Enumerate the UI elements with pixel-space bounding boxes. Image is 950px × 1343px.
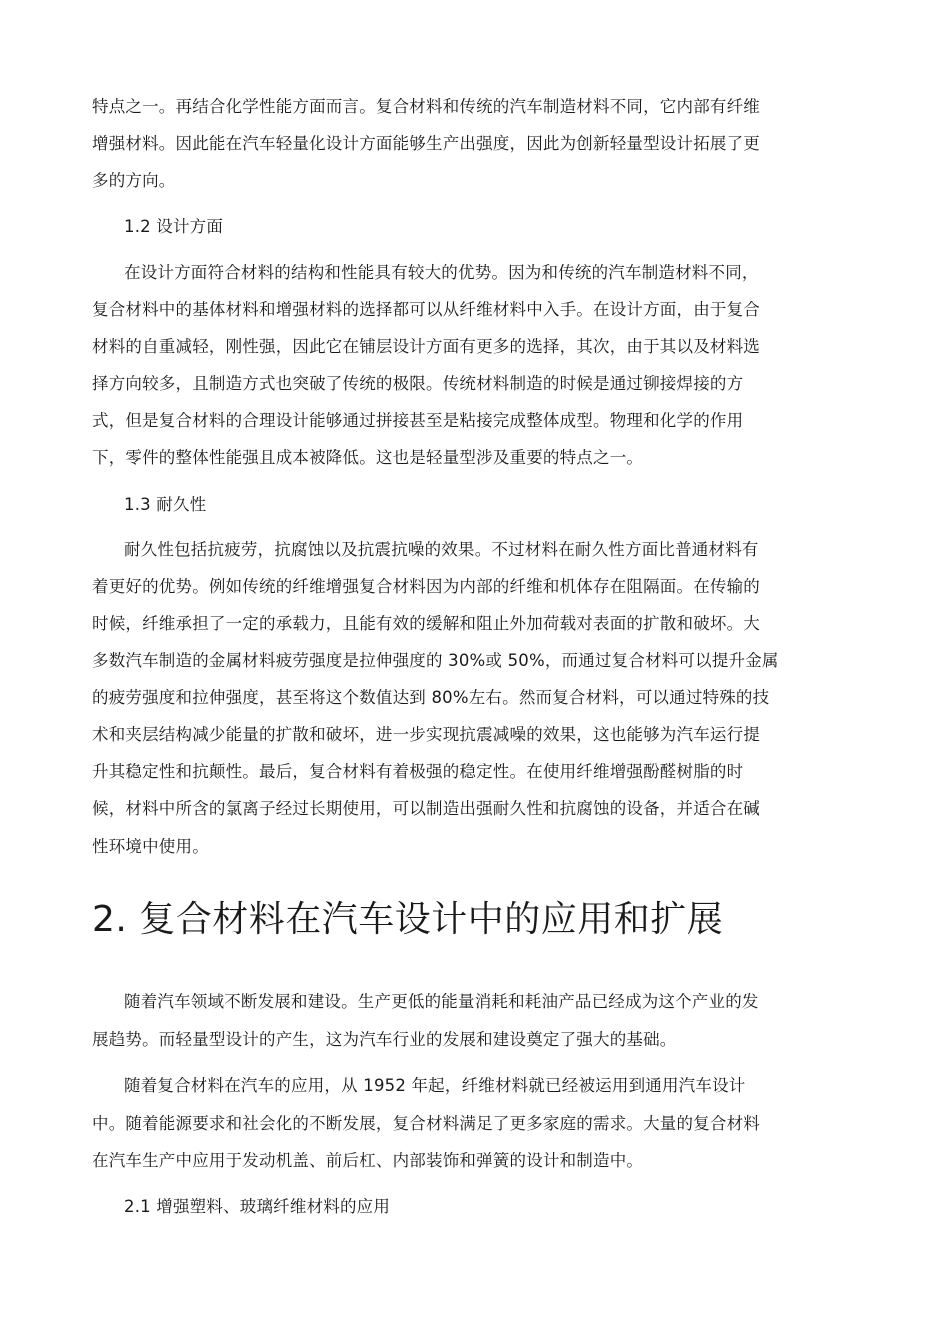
paragraph-line: 候，材料中所含的氯离子经过长期使用，可以制造出强耐久性和抗腐蚀的设备，并适合在碱 [92, 799, 760, 818]
paragraph-line: 下，零件的整体性能强且成本被降低。这也是轻量型涉及重要的特点之一。 [92, 448, 644, 467]
paragraph-line: 复合材料中的基体材料和增强材料的选择都可以从纤维材料中入手。在设计方面，由于复合 [92, 300, 760, 319]
paragraph-line: 在设计方面符合材料的结构和性能具有较大的优势。因为和传统的汽车制造材料不同， [124, 263, 759, 282]
paragraph-line: 材料的自重减轻，刚性强，因此它在铺层设计方面有更多的选择，其次，由于其以及材料选 [92, 337, 760, 356]
paragraph-line: 式，但是复合材料的合理设计能够通过拼接甚至是粘接完成整体成型。物理和化学的作用 [92, 411, 744, 430]
paragraph-line: 多的方向。 [92, 171, 176, 190]
paragraph-line: 随着复合材料在汽车的应用，从 1952 年起，纤维材料就已经被运用到通用汽车设计 [124, 1076, 746, 1095]
paragraph-line: 术和夹层结构减少能量的扩散和破坏，进一步实现抗震减噪的效果，这也能够为汽车运行提 [92, 725, 760, 744]
paragraph-line: 在汽车生产中应用于发动机盖、前后杠、内部装饰和弹簧的设计和制造中。 [92, 1151, 644, 1170]
paragraph-line: 中。随着能源要求和社会化的不断发展，复合材料满足了更多家庭的需求。大量的复合材料 [92, 1114, 760, 1133]
chapter-heading-2: 2. 复合材料在汽车设计中的应用和扩展 [92, 899, 724, 940]
paragraph-line: 随着汽车领域不断发展和建设。生产更低的能量消耗和耗油产品已经成为这个产业的发 [124, 992, 759, 1011]
section-heading-1-2: 1.2 设计方面 [124, 217, 224, 236]
paragraph-line: 特点之一。再结合化学性能方面而言。复合材料和传统的汽车制造材料不同，它内部有纤维 [92, 97, 760, 116]
section-heading-2-1: 2.1 增强塑料、玻璃纤维材料的应用 [124, 1197, 391, 1216]
paragraph-line: 性环境中使用。 [92, 837, 209, 856]
paragraph-line: 择方向较多，且制造方式也突破了传统的极限。传统材料制造的时候是通过铆接焊接的方 [92, 374, 744, 393]
paragraph-line: 增强材料。因此能在汽车轻量化设计方面能够生产出强度，因此为创新轻量型设计拓展了更 [92, 134, 760, 153]
paragraph-line: 耐久性包括抗疲劳，抗腐蚀以及抗震抗噪的效果。不过材料在耐久性方面比普通材料有 [124, 540, 759, 559]
paragraph-line: 展趋势。而轻量型设计的产生，这为汽车行业的发展和建设奠定了强大的基础。 [92, 1030, 677, 1049]
paragraph-line: 升其稳定性和抗颠性。最后，复合材料有着极强的稳定性。在使用纤维增强酚醛树脂的时 [92, 762, 744, 781]
paragraph-line: 的疲劳强度和拉伸强度，甚至将这个数值达到 80%左右。然而复合材料，可以通过特殊的技 [92, 688, 770, 707]
paragraph-line: 着更好的优势。例如传统的纤维增强复合材料因为内部的纤维和机体存在阻隔面。在传输的 [92, 577, 760, 596]
paragraph-line: 多数汽车制造的金属材料疲劳强度是拉伸强度的 30%或 50%，而通过复合材料可以提升金属 [92, 651, 779, 670]
paragraph-line: 时候，纤维承担了一定的承载力，且能有效的缓解和阻止外加荷载对表面的扩散和破坏。大 [92, 614, 760, 633]
section-heading-1-3: 1.3 耐久性 [124, 495, 207, 514]
